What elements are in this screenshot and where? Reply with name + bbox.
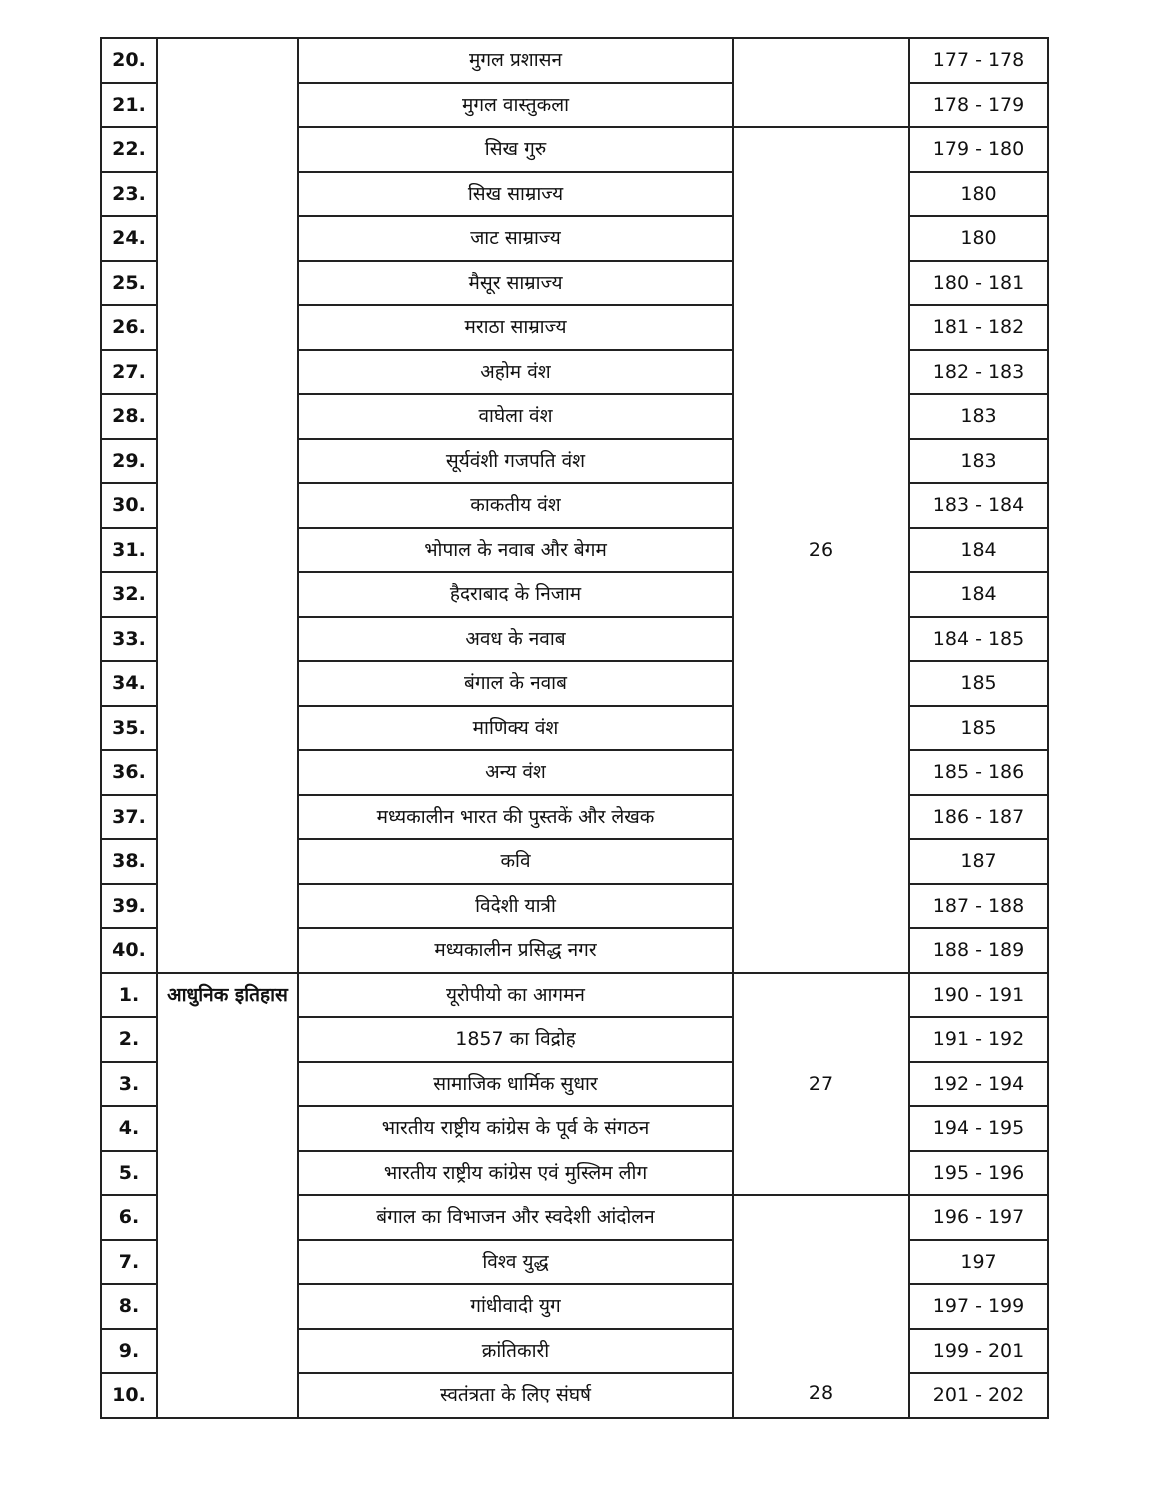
row-number: 39. [101, 884, 157, 929]
page-range: 188 - 189 [909, 928, 1048, 973]
page-range: 191 - 192 [909, 1017, 1048, 1062]
topic-title: माणिक्य वंश [298, 706, 733, 751]
topic-title: क्रांतिकारी [298, 1329, 733, 1374]
topic-title: भोपाल के नवाब और बेगम [298, 528, 733, 573]
row-number: 35. [101, 706, 157, 751]
page-range: 197 - 199 [909, 1284, 1048, 1329]
topic-title: मैसूर साम्राज्य [298, 261, 733, 306]
row-number: 2. [101, 1017, 157, 1062]
page-range: 177 - 178 [909, 38, 1048, 83]
topic-title: मध्यकालीन भारत की पुस्तकें और लेखक [298, 795, 733, 840]
page-range: 186 - 187 [909, 795, 1048, 840]
topic-title: अहोम वंश [298, 350, 733, 395]
row-number: 32. [101, 572, 157, 617]
chapter-number: 28 [733, 1195, 909, 1418]
topic-title: वाघेला वंश [298, 394, 733, 439]
row-number: 9. [101, 1329, 157, 1374]
table-row [101, 973, 1048, 1018]
row-number: 34. [101, 661, 157, 706]
page-range: 182 - 183 [909, 350, 1048, 395]
chapter-number: 26 [733, 127, 909, 973]
page-range: 184 - 185 [909, 617, 1048, 662]
page-range: 185 [909, 706, 1048, 751]
topic-title: गांधीवादी युग [298, 1284, 733, 1329]
topic-title: विदेशी यात्री [298, 884, 733, 929]
row-number: 4. [101, 1106, 157, 1151]
page-range: 192 - 194 [909, 1062, 1048, 1107]
row-number: 26. [101, 305, 157, 350]
topic-title: मुगल वास्तुकला [298, 83, 733, 128]
row-number: 33. [101, 617, 157, 662]
topic-title: अवध के नवाब [298, 617, 733, 662]
row-number: 3. [101, 1062, 157, 1107]
page-range: 185 [909, 661, 1048, 706]
topic-title: सामाजिक धार्मिक सुधार [298, 1062, 733, 1107]
page-range: 183 - 184 [909, 483, 1048, 528]
page-range: 183 [909, 439, 1048, 484]
page-range: 184 [909, 528, 1048, 573]
row-number: 38. [101, 839, 157, 884]
topic-title: जाट साम्राज्य [298, 216, 733, 261]
section-cell-empty [157, 38, 298, 973]
row-number: 22. [101, 127, 157, 172]
topic-title: यूरोपीयो का आगमन [298, 973, 733, 1018]
page-range: 180 [909, 172, 1048, 217]
row-number: 8. [101, 1284, 157, 1329]
topic-title: मुगल प्रशासन [298, 38, 733, 83]
topic-title: हैदराबाद के निजाम [298, 572, 733, 617]
topic-title: सिख साम्राज्य [298, 172, 733, 217]
row-number: 1. [101, 973, 157, 1018]
page-range: 181 - 182 [909, 305, 1048, 350]
row-number: 20. [101, 38, 157, 83]
row-number: 29. [101, 439, 157, 484]
row-number: 28. [101, 394, 157, 439]
page-range: 185 - 186 [909, 750, 1048, 795]
page-range: 201 - 202 [909, 1373, 1048, 1418]
contents-table [100, 37, 1049, 1419]
topic-title: सिख गुरु [298, 127, 733, 172]
topic-title: मध्यकालीन प्रसिद्ध नगर [298, 928, 733, 973]
row-number: 37. [101, 795, 157, 840]
table-row [101, 38, 1048, 83]
page-range: 195 - 196 [909, 1151, 1048, 1196]
row-number: 27. [101, 350, 157, 395]
page-range: 187 [909, 839, 1048, 884]
topic-title: भारतीय राष्ट्रीय कांग्रेस एवं मुस्लिम लीग [298, 1151, 733, 1196]
contents-table-body [101, 38, 1048, 1418]
page-range: 194 - 195 [909, 1106, 1048, 1151]
row-number: 24. [101, 216, 157, 261]
chapter-number [733, 38, 909, 127]
chapter-number: 27 [733, 973, 909, 1196]
topic-title: 1857 का विद्रोह [298, 1017, 733, 1062]
topic-title: अन्य वंश [298, 750, 733, 795]
row-number: 30. [101, 483, 157, 528]
page-range: 179 - 180 [909, 127, 1048, 172]
row-number: 10. [101, 1373, 157, 1418]
page-range: 184 [909, 572, 1048, 617]
page-range: 180 - 181 [909, 261, 1048, 306]
page-range: 196 - 197 [909, 1195, 1048, 1240]
topic-title: बंगाल के नवाब [298, 661, 733, 706]
row-number: 21. [101, 83, 157, 128]
row-number: 6. [101, 1195, 157, 1240]
topic-title: काकतीय वंश [298, 483, 733, 528]
page-range: 178 - 179 [909, 83, 1048, 128]
topic-title: मराठा साम्राज्य [298, 305, 733, 350]
page-range: 199 - 201 [909, 1329, 1048, 1374]
row-number: 36. [101, 750, 157, 795]
page-range: 197 [909, 1240, 1048, 1285]
topic-title: भारतीय राष्ट्रीय कांग्रेस के पूर्व के संगठन [298, 1106, 733, 1151]
row-number: 7. [101, 1240, 157, 1285]
page-range: 180 [909, 216, 1048, 261]
page-range: 187 - 188 [909, 884, 1048, 929]
row-number: 23. [101, 172, 157, 217]
section-heading: आधुनिक इतिहास [157, 973, 298, 1418]
topic-title: कवि [298, 839, 733, 884]
row-number: 5. [101, 1151, 157, 1196]
row-number: 40. [101, 928, 157, 973]
topic-title: स्वतंत्रता के लिए संघर्ष [298, 1373, 733, 1418]
topic-title: विश्व युद्ध [298, 1240, 733, 1285]
page-range: 190 - 191 [909, 973, 1048, 1018]
row-number: 25. [101, 261, 157, 306]
row-number: 31. [101, 528, 157, 573]
page-range: 183 [909, 394, 1048, 439]
topic-title: सूर्यवंशी गजपति वंश [298, 439, 733, 484]
topic-title: बंगाल का विभाजन और स्वदेशी आंदोलन [298, 1195, 733, 1240]
